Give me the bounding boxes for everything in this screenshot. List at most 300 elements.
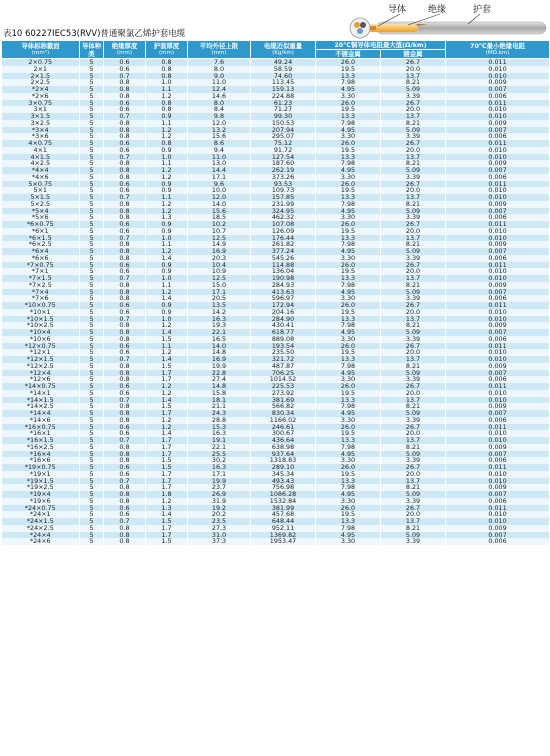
cell-resist-plain: 19.5 bbox=[316, 187, 381, 194]
cell-od: 8.4 bbox=[188, 106, 251, 113]
cell-resist-plated: 13.7 bbox=[381, 154, 446, 161]
cell-size: *5×6 bbox=[2, 214, 80, 221]
cell-size: 4×1 bbox=[2, 147, 80, 154]
cell-resist-plain: 3.30 bbox=[316, 93, 381, 100]
cell-od: 25.5 bbox=[188, 451, 251, 458]
cell-od: 19.9 bbox=[188, 478, 251, 485]
cell-ins-res: 0.006 bbox=[446, 295, 550, 302]
cell-weight: 231.99 bbox=[251, 201, 316, 208]
table-row bbox=[2, 268, 550, 275]
cell-ins-thk: 0.8 bbox=[104, 282, 146, 289]
table-row bbox=[2, 133, 550, 140]
cell-resist-plated: 20.0 bbox=[381, 430, 446, 437]
cell-ins-res: 0.007 bbox=[446, 289, 550, 296]
table-row bbox=[2, 241, 550, 248]
cell-weight: 952.11 bbox=[251, 525, 316, 532]
cell-ins-thk: 0.8 bbox=[104, 403, 146, 410]
cell-size: *4×4 bbox=[2, 167, 80, 174]
table-row bbox=[2, 154, 550, 161]
cell-kind: 5 bbox=[80, 201, 104, 208]
cell-size: 2×2.5 bbox=[2, 79, 80, 86]
cell-od: 16.3 bbox=[188, 316, 251, 323]
cell-kind: 5 bbox=[80, 484, 104, 491]
cell-sheath-thk: 1.4 bbox=[146, 356, 188, 363]
cell-size: *6×1 bbox=[2, 228, 80, 235]
cell-kind: 5 bbox=[80, 437, 104, 444]
table-row bbox=[2, 397, 550, 404]
header-ins-thk-label: 绝缘厚度 bbox=[111, 42, 138, 50]
cell-ins-thk: 0.6 bbox=[104, 424, 146, 431]
cell-sheath-thk: 0.9 bbox=[146, 262, 188, 269]
cell-od: 16.5 bbox=[188, 336, 251, 343]
cell-od: 31.9 bbox=[188, 498, 251, 505]
header-weight bbox=[251, 41, 316, 59]
cell-resist-plated: 13.7 bbox=[381, 235, 446, 242]
cell-resist-plain: 19.5 bbox=[316, 268, 381, 275]
cell-resist-plated: 5.09 bbox=[381, 451, 446, 458]
cell-weight: 436.64 bbox=[251, 437, 316, 444]
cell-resist-plain: 4.95 bbox=[316, 248, 381, 255]
cell-resist-plain: 26.0 bbox=[316, 424, 381, 431]
cell-kind: 5 bbox=[80, 221, 104, 228]
cell-size: *14×6 bbox=[2, 417, 80, 424]
cell-kind: 5 bbox=[80, 181, 104, 188]
cell-size: *19×2.5 bbox=[2, 484, 80, 491]
cell-size: *3×6 bbox=[2, 133, 80, 140]
cell-od: 16.3 bbox=[188, 464, 251, 471]
cell-size: *24×1 bbox=[2, 511, 80, 518]
cell-ins-thk: 0.6 bbox=[104, 390, 146, 397]
cell-size: *7×0.75 bbox=[2, 262, 80, 269]
cell-resist-plain: 19.5 bbox=[316, 147, 381, 154]
cell-ins-res: 0.011 bbox=[446, 302, 550, 309]
cell-resist-plain: 26.0 bbox=[316, 302, 381, 309]
cell-size: *12×2.5 bbox=[2, 363, 80, 370]
cell-size: *12×4 bbox=[2, 370, 80, 377]
cell-sheath-thk: 1.2 bbox=[146, 167, 188, 174]
cell-ins-res: 0.007 bbox=[446, 167, 550, 174]
cell-weight: 889.08 bbox=[251, 336, 316, 343]
cell-ins-thk: 0.6 bbox=[104, 181, 146, 188]
header-ins-thk bbox=[104, 41, 146, 59]
cell-weight: 1086.28 bbox=[251, 491, 316, 498]
cell-ins-res: 0.010 bbox=[446, 66, 550, 73]
cell-od: 12.0 bbox=[188, 120, 251, 127]
cell-kind: 5 bbox=[80, 228, 104, 235]
cell-od: 8.0 bbox=[188, 100, 251, 107]
cell-resist-plated: 8.21 bbox=[381, 241, 446, 248]
cell-size: *14×1 bbox=[2, 390, 80, 397]
cell-kind: 5 bbox=[80, 417, 104, 424]
cell-ins-thk: 0.8 bbox=[104, 363, 146, 370]
cell-resist-plated: 8.21 bbox=[381, 120, 446, 127]
cell-resist-plated: 8.21 bbox=[381, 201, 446, 208]
cell-size: *16×4 bbox=[2, 451, 80, 458]
cell-kind: 5 bbox=[80, 471, 104, 478]
cell-od: 14.9 bbox=[188, 241, 251, 248]
cell-ins-res: 0.011 bbox=[446, 262, 550, 269]
cell-od: 16.3 bbox=[188, 430, 251, 437]
cell-kind: 5 bbox=[80, 397, 104, 404]
cell-od: 17.1 bbox=[188, 174, 251, 181]
cell-weight: 207.94 bbox=[251, 127, 316, 134]
table-row bbox=[2, 349, 550, 356]
cell-kind: 5 bbox=[80, 262, 104, 269]
cell-sheath-thk: 0.9 bbox=[146, 147, 188, 154]
cell-size: 3×1 bbox=[2, 106, 80, 113]
table-row bbox=[2, 174, 550, 181]
cell-kind: 5 bbox=[80, 329, 104, 336]
cell-ins-thk: 0.8 bbox=[104, 538, 146, 545]
cell-size: *24×2.5 bbox=[2, 525, 80, 532]
cell-weight: 462.32 bbox=[251, 214, 316, 221]
cell-kind: 5 bbox=[80, 322, 104, 329]
cell-resist-plated: 3.39 bbox=[381, 214, 446, 221]
cell-weight: 224.88 bbox=[251, 93, 316, 100]
cell-kind: 5 bbox=[80, 214, 104, 221]
cell-size: *16×1 bbox=[2, 430, 80, 437]
cell-resist-plated: 5.09 bbox=[381, 127, 446, 134]
cell-ins-thk: 0.6 bbox=[104, 302, 146, 309]
cell-ins-thk: 0.7 bbox=[104, 437, 146, 444]
cell-od: 20.2 bbox=[188, 511, 251, 518]
cell-resist-plain: 4.95 bbox=[316, 370, 381, 377]
cell-size: *6×1.5 bbox=[2, 235, 80, 242]
table-row bbox=[2, 538, 550, 545]
cell-od: 7.6 bbox=[188, 59, 251, 66]
header-weight-unit: (Kg/km) bbox=[272, 50, 294, 56]
cell-weight: 75.12 bbox=[251, 140, 316, 147]
table-row bbox=[2, 309, 550, 316]
cell-ins-res: 0.010 bbox=[446, 437, 550, 444]
cell-ins-res: 0.010 bbox=[446, 228, 550, 235]
cell-ins-res: 0.006 bbox=[446, 214, 550, 221]
cell-od: 12.0 bbox=[188, 194, 251, 201]
cell-resist-plated: 8.21 bbox=[381, 484, 446, 491]
cell-sheath-thk: 1.2 bbox=[146, 417, 188, 424]
table-row bbox=[2, 59, 550, 66]
table-row bbox=[2, 525, 550, 532]
cell-od: 16.9 bbox=[188, 248, 251, 255]
cell-ins-thk: 0.7 bbox=[104, 316, 146, 323]
cell-size: 3×2.5 bbox=[2, 120, 80, 127]
cell-weight: 136.04 bbox=[251, 268, 316, 275]
cell-ins-res: 0.006 bbox=[446, 255, 550, 262]
cell-size: 4×2.5 bbox=[2, 160, 80, 167]
cell-resist-plain: 7.98 bbox=[316, 403, 381, 410]
cell-ins-res: 0.009 bbox=[446, 484, 550, 491]
cell-ins-res: 0.011 bbox=[446, 383, 550, 390]
cell-size: *19×1.5 bbox=[2, 478, 80, 485]
table-row bbox=[2, 167, 550, 174]
table-row bbox=[2, 532, 550, 539]
cell-od: 27.3 bbox=[188, 525, 251, 532]
cell-size: *10×1 bbox=[2, 309, 80, 316]
cell-od: 27.4 bbox=[188, 376, 251, 383]
cell-resist-plated: 26.7 bbox=[381, 221, 446, 228]
cell-ins-thk: 0.7 bbox=[104, 73, 146, 80]
table-row bbox=[2, 93, 550, 100]
cell-kind: 5 bbox=[80, 194, 104, 201]
cell-resist-plain: 13.3 bbox=[316, 316, 381, 323]
cell-sheath-thk: 1.2 bbox=[146, 201, 188, 208]
header-size-unit: (mm²) bbox=[31, 50, 50, 56]
cell-resist-plain: 3.30 bbox=[316, 538, 381, 545]
table-row bbox=[2, 201, 550, 208]
cell-ins-thk: 0.8 bbox=[104, 93, 146, 100]
cell-od: 9.4 bbox=[188, 147, 251, 154]
table-row bbox=[2, 140, 550, 147]
table-row bbox=[2, 464, 550, 471]
cell-sheath-thk: 1.7 bbox=[146, 484, 188, 491]
header-kind-label: 导体种类 bbox=[81, 41, 102, 58]
cell-ins-res: 0.006 bbox=[446, 336, 550, 343]
cell-size: *3×4 bbox=[2, 127, 80, 134]
cell-resist-plain: 4.95 bbox=[316, 86, 381, 93]
cell-ins-res: 0.007 bbox=[446, 208, 550, 215]
table-row bbox=[2, 363, 550, 370]
header-sheath-thk-unit: (mm) bbox=[158, 50, 174, 56]
cell-weight: 300.67 bbox=[251, 430, 316, 437]
cell-ins-res: 0.010 bbox=[446, 397, 550, 404]
cell-size: *16×1.5 bbox=[2, 437, 80, 444]
header-od bbox=[188, 41, 251, 59]
cell-ins-thk: 0.8 bbox=[104, 491, 146, 498]
cell-od: 23.5 bbox=[188, 518, 251, 525]
cell-kind: 5 bbox=[80, 451, 104, 458]
cell-resist-plain: 19.5 bbox=[316, 106, 381, 113]
cell-resist-plated: 8.21 bbox=[381, 444, 446, 451]
cell-sheath-thk: 0.8 bbox=[146, 106, 188, 113]
cell-resist-plain: 7.98 bbox=[316, 282, 381, 289]
cell-ins-thk: 0.6 bbox=[104, 383, 146, 390]
cell-weight: 284.93 bbox=[251, 282, 316, 289]
cell-size: 5×1.5 bbox=[2, 194, 80, 201]
table-row bbox=[2, 390, 550, 397]
cell-kind: 5 bbox=[80, 424, 104, 431]
cell-weight: 413.63 bbox=[251, 289, 316, 296]
cell-resist-plain: 26.0 bbox=[316, 343, 381, 350]
cell-od: 11.0 bbox=[188, 79, 251, 86]
cell-od: 22.1 bbox=[188, 444, 251, 451]
cell-resist-plated: 8.21 bbox=[381, 322, 446, 329]
cell-size: *10×2.5 bbox=[2, 322, 80, 329]
cell-weight: 706.25 bbox=[251, 370, 316, 377]
cell-resist-plain: 7.98 bbox=[316, 363, 381, 370]
cell-ins-thk: 0.6 bbox=[104, 147, 146, 154]
cell-weight: 150.53 bbox=[251, 120, 316, 127]
cell-sheath-thk: 1.1 bbox=[146, 241, 188, 248]
cell-resist-plain: 7.98 bbox=[316, 160, 381, 167]
cell-kind: 5 bbox=[80, 478, 104, 485]
table-row bbox=[2, 430, 550, 437]
cell-od: 10.4 bbox=[188, 262, 251, 269]
cell-sheath-thk: 0.9 bbox=[146, 221, 188, 228]
cell-weight: 61.23 bbox=[251, 100, 316, 107]
table-row bbox=[2, 214, 550, 221]
cell-resist-plain: 26.0 bbox=[316, 59, 381, 66]
cell-ins-thk: 0.7 bbox=[104, 478, 146, 485]
cell-ins-thk: 0.8 bbox=[104, 289, 146, 296]
cell-kind: 5 bbox=[80, 208, 104, 215]
cell-sheath-thk: 1.3 bbox=[146, 214, 188, 221]
cell-ins-res: 0.009 bbox=[446, 403, 550, 410]
cell-weight: 937.64 bbox=[251, 451, 316, 458]
cell-ins-res: 0.009 bbox=[446, 444, 550, 451]
cell-ins-res: 0.007 bbox=[446, 127, 550, 134]
cell-size: *5×4 bbox=[2, 208, 80, 215]
cell-sheath-thk: 1.2 bbox=[146, 174, 188, 181]
cell-kind: 5 bbox=[80, 383, 104, 390]
cell-ins-res: 0.007 bbox=[446, 410, 550, 417]
cell-ins-res: 0.009 bbox=[446, 201, 550, 208]
cell-size: *12×1.5 bbox=[2, 356, 80, 363]
cell-weight: 159.13 bbox=[251, 86, 316, 93]
cell-size: 2×0.75 bbox=[2, 59, 80, 66]
cell-resist-plated: 3.39 bbox=[381, 295, 446, 302]
cell-sheath-thk: 1.3 bbox=[146, 505, 188, 512]
header-ins-res-label: 70℃最小绝缘电阻 bbox=[470, 42, 525, 50]
cell-resist-plated: 3.39 bbox=[381, 133, 446, 140]
cell-kind: 5 bbox=[80, 268, 104, 275]
cell-od: 18.5 bbox=[188, 214, 251, 221]
cell-size: *12×0.75 bbox=[2, 343, 80, 350]
cell-od: 30.2 bbox=[188, 457, 251, 464]
cell-resist-plated: 5.09 bbox=[381, 289, 446, 296]
cell-weight: 756.98 bbox=[251, 484, 316, 491]
cell-resist-plain: 7.98 bbox=[316, 201, 381, 208]
cell-resist-plated: 26.7 bbox=[381, 464, 446, 471]
cell-ins-thk: 0.8 bbox=[104, 444, 146, 451]
cell-size: *4×6 bbox=[2, 174, 80, 181]
cell-sheath-thk: 0.8 bbox=[146, 140, 188, 147]
cell-sheath-thk: 1.0 bbox=[146, 275, 188, 282]
cell-ins-thk: 0.6 bbox=[104, 343, 146, 350]
cell-ins-res: 0.010 bbox=[446, 518, 550, 525]
cell-kind: 5 bbox=[80, 498, 104, 505]
cell-resist-plain: 4.95 bbox=[316, 208, 381, 215]
cell-ins-thk: 0.6 bbox=[104, 268, 146, 275]
cell-resist-plated: 13.7 bbox=[381, 194, 446, 201]
cell-resist-plated: 13.7 bbox=[381, 478, 446, 485]
cell-size: 2×1 bbox=[2, 66, 80, 73]
cell-sheath-thk: 1.4 bbox=[146, 329, 188, 336]
cell-kind: 5 bbox=[80, 86, 104, 93]
cell-size: *16×6 bbox=[2, 457, 80, 464]
table-row bbox=[2, 113, 550, 120]
cell-weight: 93.53 bbox=[251, 181, 316, 188]
cell-resist-plated: 20.0 bbox=[381, 309, 446, 316]
cell-resist-plain: 13.3 bbox=[316, 518, 381, 525]
table-row bbox=[2, 451, 550, 458]
table-row bbox=[2, 498, 550, 505]
cell-size: *14×2.5 bbox=[2, 403, 80, 410]
cell-sheath-thk: 1.4 bbox=[146, 511, 188, 518]
cell-size: *12×6 bbox=[2, 376, 80, 383]
header-ins-thk-unit: (mm) bbox=[116, 50, 132, 56]
cell-kind: 5 bbox=[80, 370, 104, 377]
cell-size: *19×4 bbox=[2, 491, 80, 498]
cell-weight: 246.61 bbox=[251, 424, 316, 431]
cell-sheath-thk: 1.2 bbox=[146, 93, 188, 100]
table-row bbox=[2, 316, 550, 323]
cell-weight: 74.60 bbox=[251, 73, 316, 80]
cell-sheath-thk: 1.5 bbox=[146, 363, 188, 370]
cell-od: 9.6 bbox=[188, 181, 251, 188]
cell-resist-plain: 4.95 bbox=[316, 167, 381, 174]
cell-resist-plain: 13.3 bbox=[316, 73, 381, 80]
cell-size: *7×1 bbox=[2, 268, 80, 275]
table-row bbox=[2, 295, 550, 302]
cell-kind: 5 bbox=[80, 511, 104, 518]
cell-kind: 5 bbox=[80, 464, 104, 471]
cell-sheath-thk: 1.5 bbox=[146, 538, 188, 545]
cell-sheath-thk: 1.0 bbox=[146, 154, 188, 161]
cell-resist-plated: 26.7 bbox=[381, 262, 446, 269]
cell-resist-plain: 19.5 bbox=[316, 309, 381, 316]
cell-sheath-thk: 1.0 bbox=[146, 79, 188, 86]
cell-od: 37.3 bbox=[188, 538, 251, 545]
cell-od: 10.2 bbox=[188, 221, 251, 228]
cell-sheath-thk: 1.7 bbox=[146, 471, 188, 478]
cell-ins-res: 0.011 bbox=[446, 140, 550, 147]
cell-resist-plated: 26.7 bbox=[381, 424, 446, 431]
cell-resist-plain: 7.98 bbox=[316, 484, 381, 491]
cell-kind: 5 bbox=[80, 444, 104, 451]
cell-sheath-thk: 1.5 bbox=[146, 464, 188, 471]
cell-weight: 487.87 bbox=[251, 363, 316, 370]
cell-sheath-thk: 1.2 bbox=[146, 383, 188, 390]
cell-sheath-thk: 1.2 bbox=[146, 127, 188, 134]
cell-resist-plain: 4.95 bbox=[316, 127, 381, 134]
cell-ins-res: 0.009 bbox=[446, 120, 550, 127]
cell-size: 3×0.75 bbox=[2, 100, 80, 107]
cell-kind: 5 bbox=[80, 356, 104, 363]
cell-kind: 5 bbox=[80, 187, 104, 194]
cell-resist-plain: 19.5 bbox=[316, 349, 381, 356]
cell-ins-thk: 0.8 bbox=[104, 336, 146, 343]
cell-resist-plain: 13.3 bbox=[316, 113, 381, 120]
cell-ins-res: 0.009 bbox=[446, 282, 550, 289]
cell-weight: 596.97 bbox=[251, 295, 316, 302]
table-row bbox=[2, 160, 550, 167]
cell-size: *7×4 bbox=[2, 289, 80, 296]
cell-size: *7×2.5 bbox=[2, 282, 80, 289]
cell-size: *10×0.75 bbox=[2, 302, 80, 309]
cell-ins-thk: 0.8 bbox=[104, 525, 146, 532]
cell-size: 5×2.5 bbox=[2, 201, 80, 208]
cell-sheath-thk: 1.2 bbox=[146, 133, 188, 140]
cell-size: *7×6 bbox=[2, 295, 80, 302]
cell-resist-plain: 4.95 bbox=[316, 289, 381, 296]
cell-resist-plated: 13.7 bbox=[381, 356, 446, 363]
cell-resist-plated: 20.0 bbox=[381, 471, 446, 478]
table-row bbox=[2, 255, 550, 262]
cell-size: *16×0.75 bbox=[2, 424, 80, 431]
cell-resist-plated: 8.21 bbox=[381, 160, 446, 167]
cell-ins-res: 0.010 bbox=[446, 471, 550, 478]
table-row bbox=[2, 73, 550, 80]
cell-resist-plated: 13.7 bbox=[381, 316, 446, 323]
cell-resist-plain: 4.95 bbox=[316, 451, 381, 458]
cell-kind: 5 bbox=[80, 73, 104, 80]
cell-kind: 5 bbox=[80, 491, 104, 498]
cell-kind: 5 bbox=[80, 376, 104, 383]
cell-kind: 5 bbox=[80, 532, 104, 539]
cell-ins-thk: 0.6 bbox=[104, 262, 146, 269]
cell-kind: 5 bbox=[80, 410, 104, 417]
cell-kind: 5 bbox=[80, 403, 104, 410]
